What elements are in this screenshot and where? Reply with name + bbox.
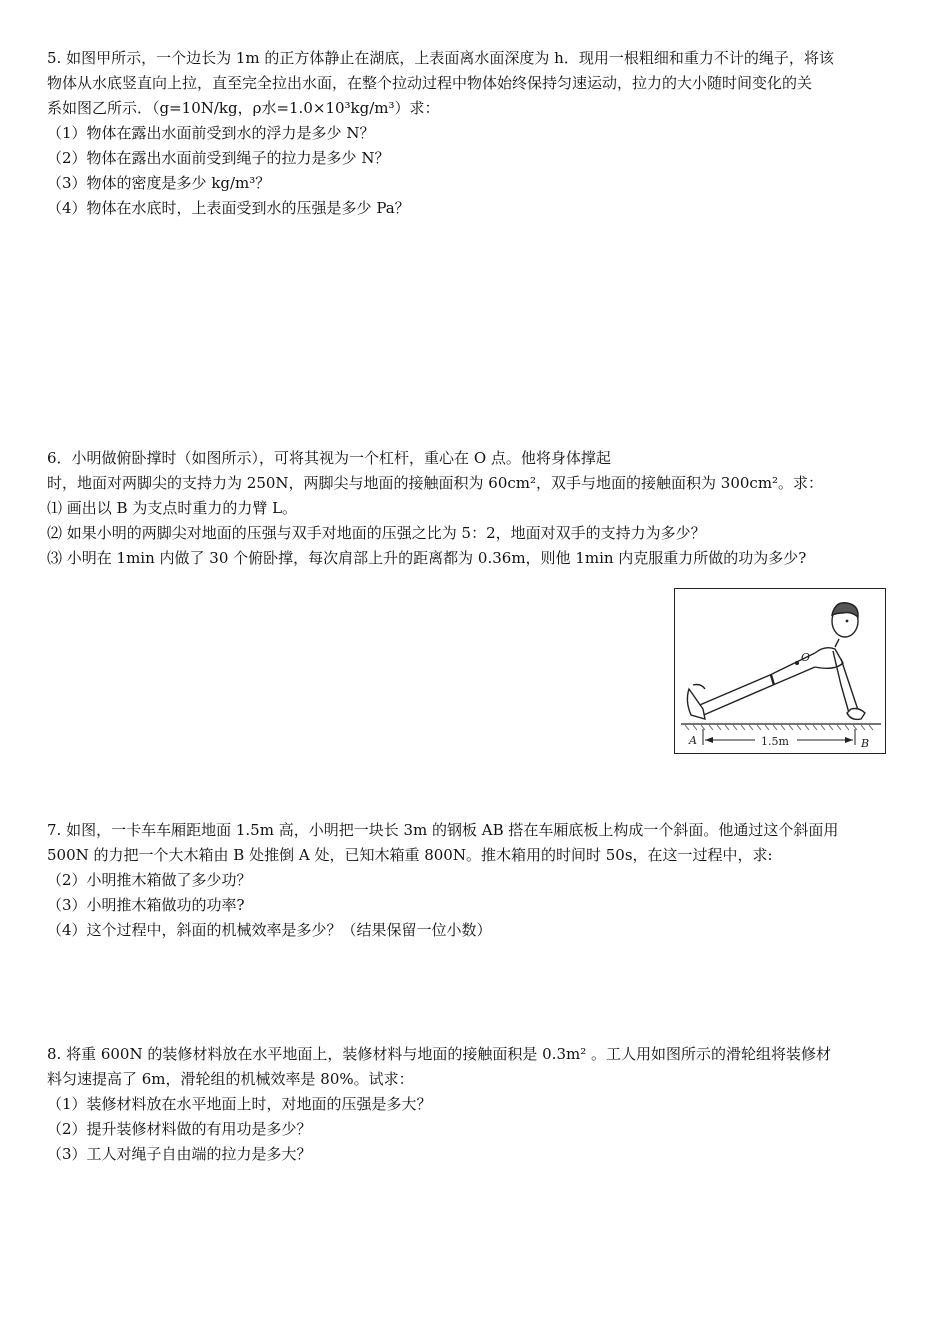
problem-5-question-4: （4）物体在水底时，上表面受到水的压强是多少 Pa？ (47, 199, 410, 217)
problem-7-question-3: （3）小明推木箱做功的功率? (47, 896, 245, 914)
problem-5-line-3: 系如图乙所示．（g=10N/kg，ρ水=1.0×10³kg/m³）求： (47, 99, 440, 117)
problem-7-line-2: 500N 的力把一个大木箱由 B 处推倒 A 处，已知木箱重 800N。推木箱用的时间时 50s，在这一过程中，求: (47, 846, 773, 864)
problem-6-line-2: 时，地面对两脚尖的支持力为 250N，两脚尖与地面的接触面积为 60cm²，双手与地面的接触面积为 300cm²。求： (47, 474, 824, 492)
problem-8-question-3: （3）工人对绳子自由端的拉力是多大？ (47, 1145, 312, 1163)
problem-8-question-2: （2）提升装修材料做的有用功是多少？ (47, 1120, 312, 1138)
label-b: B (861, 737, 870, 750)
problem-8 (47, 1042, 907, 1167)
problem-5-question-3: （3）物体的密度是多少 kg/m³？ (47, 174, 271, 192)
problem-5-question-2: （2）物体在露出水面前受到绳子的拉力是多少 N？ (47, 149, 390, 167)
problem-6-question-1: ⑴ 画出以 B 为支点时重力的力臂 L。 (47, 499, 298, 517)
problem-5 (47, 46, 907, 221)
pushup-figure (674, 588, 886, 754)
label-a: A (689, 734, 697, 747)
problem-5-line-2: 物体从水底竖直向上拉，直至完全拉出水面，在整个拉动过程中物体始终保持匀速运动，拉力的大小随时间变化的关 (47, 74, 813, 92)
ground-hatching (685, 725, 873, 730)
pushup-illustration (675, 589, 885, 753)
problem-8-line-2: 料匀速提高了 6m，滑轮组的机械效率是 80%。试求： (47, 1070, 414, 1088)
problem-6-question-3: ⑶ 小明在 1min 内做了 30 个俯卧撑，每次肩部上升的距离都为 0.36m，则他 1min 内克服重力所做的功为多少? (47, 549, 807, 567)
label-o: O (801, 651, 811, 664)
problem-7-line-1: 7. 如图，一卡车车厢距地面 1.5m 高，小明把一块长 3m 的钢板 AB 搭在车厢底板上构成一个斜面。他通过这个斜面用 (47, 821, 839, 839)
problem-5-question-1: （1）物体在露出水面前受到水的浮力是多少 N？ (47, 124, 375, 142)
problem-7-question-4: （4）这个过程中，斜面的机械效率是多少？（结果保留一位小数） (47, 921, 492, 939)
problem-6 (47, 446, 907, 571)
body-outline (687, 603, 865, 720)
problem-6-line-1: 6．小明做俯卧撑时（如图所示），可将其视为一个杠杆，重心在 O 点。他将身体撑起 (47, 449, 611, 467)
problem-8-question-1: （1）装修材料放在水平地面上时，对地面的压强是多大？ (47, 1095, 432, 1113)
center-of-gravity-dot (795, 661, 799, 665)
problem-7-question-2: （2）小明推木箱做了多少功？ (47, 871, 252, 889)
problem-6-question-2: ⑵ 如果小明的两脚尖对地面的压强与双手对地面的压强之比为 5：2，地面对双手的支持力为多少？ (47, 524, 706, 542)
problem-8-line-1: 8. 将重 600N 的装修材料放在水平地面上，装修材料与地面的接触面积是 0.3m² 。工人用如图所示的滑轮组将装修材 (47, 1045, 832, 1063)
problem-7 (47, 818, 907, 943)
problem-5-line-1: 5. 如图甲所示，一个边长为 1m 的正方体静止在湖底，上表面离水面深度为 h．现用一根粗细和重力不计的绳子，将该 (47, 49, 834, 67)
dimension-label: 1.5m (761, 735, 789, 748)
